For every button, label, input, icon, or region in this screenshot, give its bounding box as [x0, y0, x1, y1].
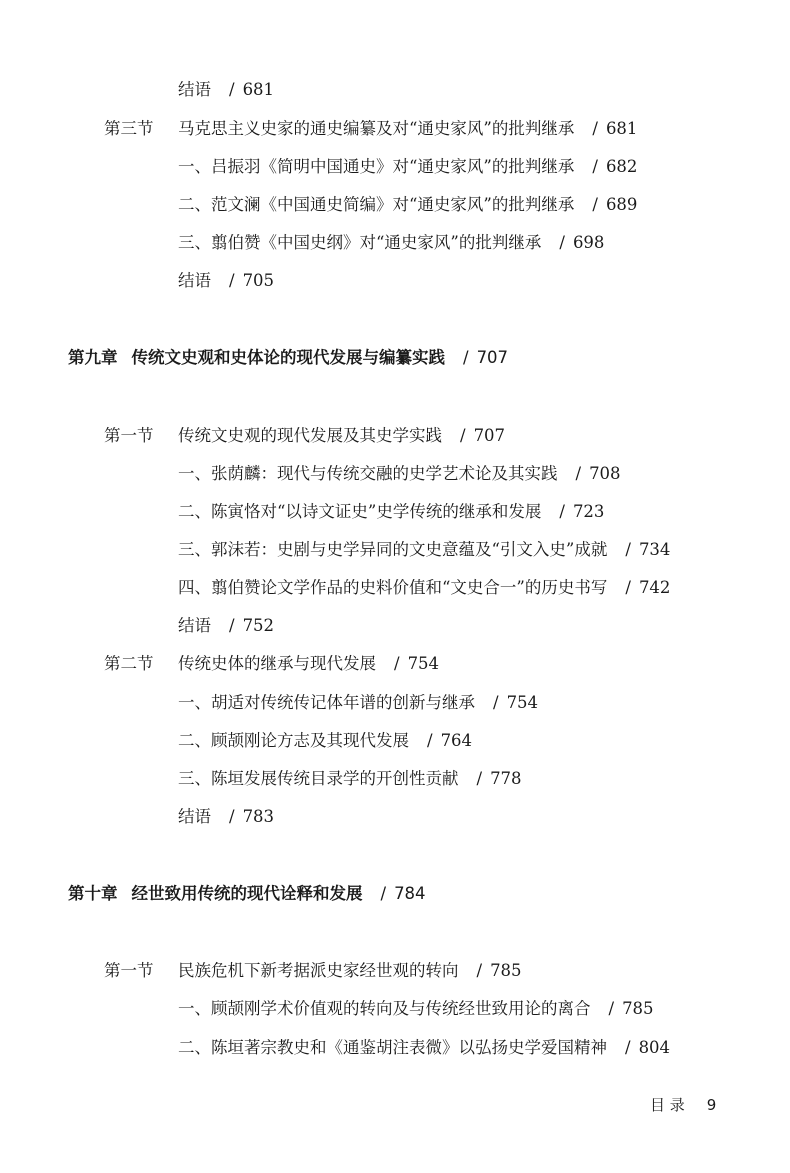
toc-item: 一、张荫麟：现代与传统交融的史学艺术论及其实践 / 708 [178, 464, 621, 483]
toc-item: 二、范文澜《中国通史简编》对“通史家风”的批判继承 / 689 [178, 195, 638, 214]
toc-section: 第二节 传统史体的继承与现代发展 / 754 [104, 654, 440, 673]
toc-section: 第三节 马克思主义史家的通史编纂及对“通史家风”的批判继承 / 681 [104, 119, 638, 138]
toc-item: 一、顾颉刚学术价值观的转向及与传统经世致用论的离合 / 785 [178, 999, 654, 1018]
toc-item: 结语 / 752 [178, 616, 275, 635]
toc-item: 四、翦伯赞论文学作品的史料价值和“文史合一”的历史书写 / 742 [178, 578, 671, 597]
toc-item: 结语 / 705 [178, 271, 275, 290]
toc-item: 三、陈垣发展传统目录学的开创性贡献 / 778 [178, 769, 522, 788]
toc-item: 一、吕振羽《简明中国通史》对“通史家风”的批判继承 / 682 [178, 157, 638, 176]
toc-item: 二、陈寅恪对“以诗文证史”史学传统的继承和发展 / 723 [178, 502, 605, 521]
toc-chapter: 第十章 经世致用传统的现代诠释和发展 / 784 [68, 884, 426, 903]
toc-item: 一、胡适对传统传记体年谱的创新与继承 / 754 [178, 693, 539, 712]
toc-item: 二、顾颉刚论方志及其现代发展 / 764 [178, 731, 473, 750]
toc-item: 结语 / 783 [178, 807, 275, 826]
toc-section: 第一节 民族危机下新考据派史家经世观的转向 / 785 [104, 961, 522, 980]
page-footer [650, 1094, 716, 1115]
footer-label: 目 录 [650, 1096, 685, 1114]
toc-item: 三、郭沫若：史剧与史学异同的文史意蕴及“引文入史”成就 / 734 [178, 540, 671, 559]
toc-section: 第一节 传统文史观的现代发展及其史学实践 / 707 [104, 426, 506, 445]
toc-item: 结语 / 681 [178, 80, 275, 99]
toc-item: 三、翦伯赞《中国史纲》对“通史家风”的批判继承 / 698 [178, 233, 605, 252]
toc-item: 二、陈垣著宗教史和《通鉴胡注表微》以弘扬史学爱国精神 / 804 [178, 1038, 671, 1057]
toc-chapter: 第九章 传统文史观和史体论的现代发展与编纂实践 / 707 [68, 348, 509, 367]
page-number: 9 [706, 1096, 717, 1114]
